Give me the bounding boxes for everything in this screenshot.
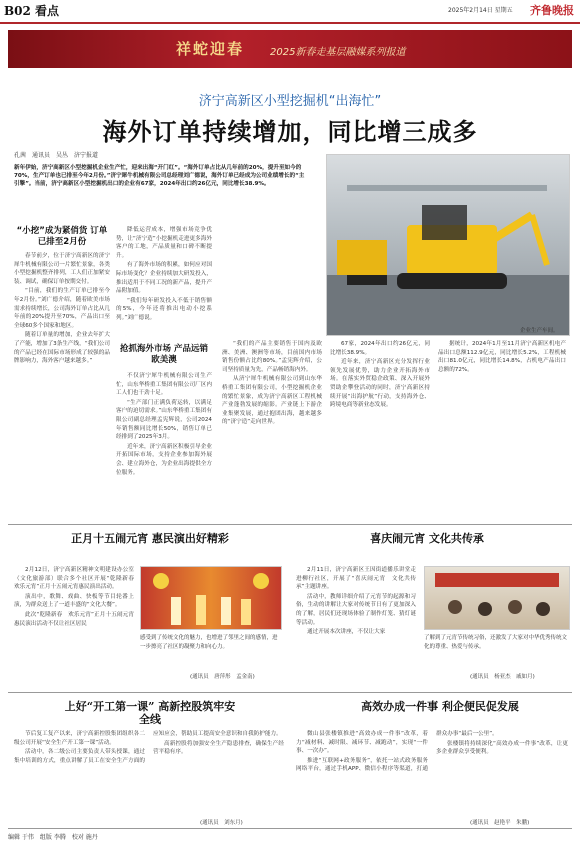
story-d-credit: (通讯员 赵艳平 朱鹏) [470, 820, 530, 826]
paragraph: 据统计，2024年1月至11月济宁高新区机电产品出口总额112.9亿元，同比增长5.2%，工程机械出口81.0亿元，同比增长14.8%，占机电产品出口总额的72%。 [438, 341, 566, 373]
divider [8, 692, 572, 693]
paragraph: 不仅济宁犀牛机械有限公司生产忙，山东华桥重工集团有限公司厂区内工人们也干劲十足。 [116, 373, 212, 397]
paragraph: 降低运营成本，增强市场竞争优势，让“济宁造”小挖掘机走进更多海外客户的工地，产品质量和口碑不断提升。 [116, 227, 212, 259]
story-d-headline: 高效办成一件事 利企便民促发展 [361, 700, 519, 713]
paragraph: 春节前夕，位于济宁高新区的济宁犀牛机械有限公司一片繁忙景象，各类小型挖掘机整齐排列，工人们正加紧安装、调试，确保订单按期交付。 [14, 253, 110, 285]
feature-banner [8, 30, 572, 68]
story-a-body [14, 566, 140, 686]
story-a-headline: 正月十五闹元宵 惠民演出好精彩 [71, 532, 229, 545]
paragraph: 随着订单量的增加，企业去年扩大了产能，增加了3条生产线，“我们公司的产品已经在国际市场形成了较强的品牌影响力，海外客户越来越多。” [14, 332, 110, 365]
stage-performance-illustration [141, 567, 281, 629]
article-column-2 [116, 226, 212, 336]
article-column-4 [222, 340, 322, 514]
paragraph: 微山县张楼镇推进“高效办成一件事”改革，着力“减材料、减时限、减环节、减跑动”，实现“一件事、一次办”。 [296, 731, 428, 755]
paragraph: “我们每年研发投入不低于销售额的5%，今年还将推出电动小挖系列。”刘广德说。 [116, 297, 212, 321]
paragraph: “我们的产品主要销售于国内及欧洲、美洲、澳洲等市场，目前国内市场销售份额占比约80%。”孟宪辉介绍，公司坚持质量为先，产品畅销海内外。 [222, 341, 322, 373]
main-headline: 海外订单持续增加，同比增三成多 [102, 117, 478, 146]
classroom-illustration [425, 567, 569, 629]
paragraph: 近年来，济宁高新区积极引导企业开拓国际市场，支持企业参加海外展会、建立海外仓，为企业出海提供全方位服务。 [116, 443, 212, 476]
page-header [0, 0, 580, 24]
paragraph: 张楼镇将持续深化“高效办成一件事”改革，让更多企业群众享受便利。 [436, 740, 568, 756]
excavator-illustration [327, 155, 569, 335]
banner-subtitle: 2025新春走基层融媒系列报道 [270, 47, 406, 58]
paragraph: 此次“乾隆新春 欢乐元宵”正月十五闹元宵惠民演出活动不仅让社区居民 [14, 611, 134, 627]
subhead-orders: “小挖”成为紧俏货 订单已排至2月份 [16, 226, 108, 247]
lecture-photo [424, 566, 570, 630]
article-column-5 [330, 340, 430, 514]
article-column-6 [438, 340, 566, 514]
paragraph: 高新控股将加强安全生产隐患排查，确保生产经营平稳有序。 [153, 740, 284, 756]
paragraph: 通过开展本次讲座，不仅让大家 [307, 629, 386, 636]
paragraph: 节后复工复产以来，济宁高新控股集团组织各二级公司开展“安全生产开工第一课”活动。 [14, 731, 145, 746]
paragraph: “生产部门正满负荷运转，以满足客户的迫切需求。”山东华桥重工集团有限公司副总经理孟宪辉说，公司2024年销售额同比增长50%，销售订单已经排到了2025年3月。 [116, 399, 212, 441]
editor-footer: 编辑 于伟 组版 李腾 校对 施丹 [8, 834, 98, 841]
lantern-festival-photo [140, 566, 282, 630]
story-c-headline: 上好“开工第一课” 高新控股筑牢安全线 [64, 700, 236, 726]
page-label: B02 看点 [4, 4, 60, 18]
paragraph: 2月11日，济宁高新区王因街道播乐讲堂走进柳行社区，开展了“喜庆闹元宵 文化共传承”主题讲座。 [296, 567, 416, 591]
photo-caption: 企业生产车间。 [520, 328, 559, 334]
paragraph: 从济宁犀牛机械有限公司到山东华桥重工集团有限公司，小型挖掘机企业的繁忙景象，成为济宁高新区工程机械产业蓬勃发展的缩影。产业链上下游企业集聚发展，通过抱团出海，越来越多的“济宁造”走向世界。 [222, 376, 322, 426]
paragraph: 67家，2024年出口约26亿元，同比增长38.9%。 [330, 341, 430, 356]
story-a-continued: 感受到了传统文化的魅力，也增进了邻里之间的感情，进一步擦亮了社区的凝聚力和向心力。 [140, 635, 278, 650]
paragraph: 活动中，教师详细介绍了元宵节的起源和习俗，生动的讲解让大家对传统节日有了更加深入的了解，居民们还现场体验了制作灯笼、猜灯谜等活动。 [296, 593, 416, 626]
story-d-body [296, 730, 568, 822]
paragraph: 活动中，各二级公司主要负责人带头授课，通过集中培训的方式，重点讲解了员工在安全生产方面的应知应会，帮助员工提高安全意识和自我防护能力。 [14, 731, 282, 764]
story-a-credit: (通讯员 唐萍彤 孟金南) [190, 674, 255, 680]
paper-logo: 齐鲁晚报 [530, 4, 574, 17]
paragraph: 2月12日，济宁高新区精神文明建设办公室（文化旅游部）联合多个社区开展“乾隆新春 欢乐元宵”正月十五闹元宵惠民演出活动。 [14, 567, 140, 591]
paragraph: 推进“互联网+政务服务”，依托一站式政务服务网络平台，通过手机APP、微信小程序等渠道，打通群众办事“最后一公里”。 [296, 731, 498, 773]
divider [8, 524, 572, 525]
paragraph: “目前，我们的生产订单已排至今年2月份。”刘广德介绍，随着欧美市场需求持续增长，公司海外订单占比从几年前的20%提升至70%，产品出口至全球60多个国家和地区。 [14, 288, 110, 329]
story-c-credit: (通讯员 刘东月) [200, 820, 243, 826]
pre-title: 济宁高新区小型挖掘机“出海忙” [198, 94, 382, 109]
story-b-credit: (通讯员 杨亚杰 戚如月) [470, 674, 535, 680]
banner-title: 祥蛇迎春 [176, 40, 245, 58]
story-c-body [14, 730, 284, 822]
subhead-markets: 抢抓海外市场 产品远销欧美澳 [120, 344, 208, 365]
story-b-continued: 了解到了元宵节传统习俗，还激发了大家对中华优秀传统文化的尊重、热爱与传承。 [424, 635, 568, 650]
paragraph: 有了海外市场的积累，如何应对国际市场变化？企业持续加大研发投入，推出适用于不同工况的新产品，提升产品附加值。 [116, 262, 212, 295]
paragraph: 演出中，歌舞、戏曲、快板等节目轮番上演，为群众送上了一道丰盛的“文化大餐”。 [14, 593, 134, 609]
factory-photo [326, 154, 570, 336]
story-b-body [296, 566, 416, 686]
issue-date: 2025年2月14日 星期五 [448, 7, 513, 14]
article-column-1 [14, 252, 110, 514]
story-b-headline: 喜庆闹元宵 文化共传承 [370, 532, 484, 545]
divider [8, 828, 572, 829]
byline: 孔茜 通讯员 吴丛 济宁报道 [14, 152, 99, 159]
article-column-3 [116, 372, 212, 514]
paragraph: 近年来，济宁高新区充分发挥行业领先发展优势，助力企业开拓海外市场。在落实外贸稳企政策、深入开展外贸助企攀登活动的同时，济宁高新区持续开展“出海护航”行动，支持海外仓、跨境电商等新业态发展。 [330, 359, 430, 409]
lead-paragraph: 新年伊始，济宁高新区小型挖掘机企业生产忙，迎来出海“开门红”。“海外订单占比从几年前的20%，提升至如今的70%，生产订单也已排至今年2月份。”济宁犀牛机械有限公司总经理刘广德说，海外订单已经成为公司业绩增长的“主引擎”。当前，济宁高新区小型挖掘机出口的企业有67家，2024年出口约26亿元，同比增长38.9%。 [14, 165, 305, 188]
